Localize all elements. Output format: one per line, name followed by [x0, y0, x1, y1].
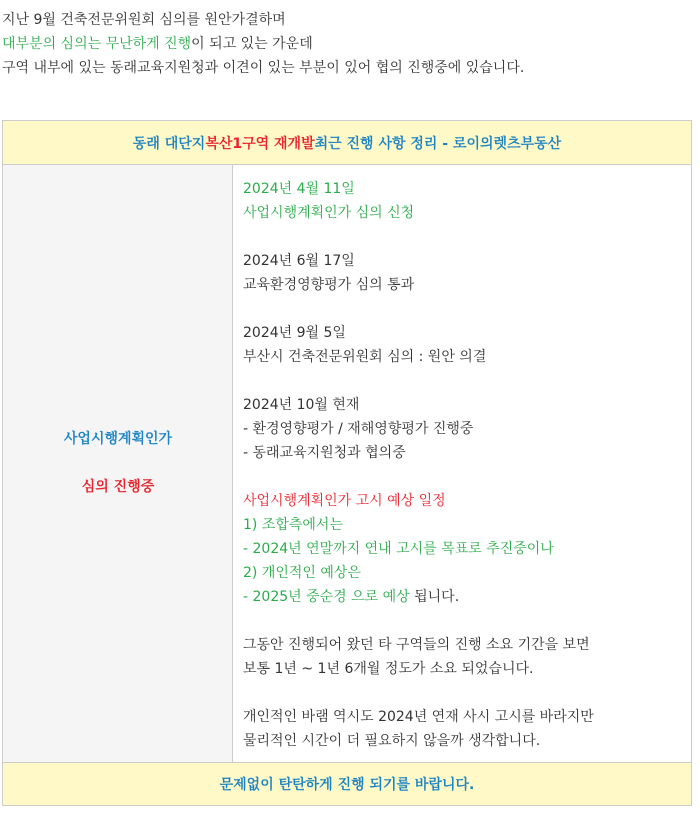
header-part-1: 동래 대단지	[132, 135, 206, 152]
timeline-desc-2: 교육환경영향평가 심의 통과	[243, 277, 415, 293]
box-header	[3, 121, 691, 165]
status-column	[3, 165, 233, 762]
timeline-desc-1: 사업시행계획인가 심의 신청	[243, 205, 415, 221]
status-value: 심의 진행중	[81, 479, 155, 495]
spacer	[243, 297, 683, 321]
intro-highlight: 대부분의 심의는 무난하게 진행	[2, 36, 192, 52]
intro-line-2-rest: 이 되고 있는 가운데	[191, 36, 313, 52]
intro-text	[2, 8, 524, 80]
timeline-date-4: 2024년 10월 현재	[243, 397, 360, 413]
forecast-item-1-detail: - 2024년 연말까지 연내 고시를 목표로 추진중이나	[243, 541, 554, 557]
note-line-4: 물리적인 시간이 더 필요하지 않을까 생각합니다.	[243, 733, 541, 749]
forecast-item-2-rest: 됩니다.	[409, 589, 460, 605]
spacer	[243, 369, 683, 393]
timeline-date-1: 2024년 4월 11일	[243, 181, 355, 197]
forecast-item-1: 1) 조합측에서는	[243, 517, 343, 533]
spacer	[243, 609, 683, 633]
note-line-2: 보통 1년 ~ 1년 6개월 정도가 소요 되었습니다.	[243, 661, 534, 677]
timeline-date-2: 2024년 6월 17일	[243, 253, 355, 269]
summary-box	[2, 120, 692, 806]
forecast-item-2-detail	[243, 585, 683, 609]
note-line-3: 개인적인 바램 역시도 2024년 연재 사시 고시를 바라지만	[243, 709, 594, 725]
forecast-title: 사업시행계획인가 고시 예상 일정	[243, 493, 446, 509]
timeline-desc-3: 부산시 건축전문위원회 심의 : 원안 의결	[243, 349, 487, 365]
forecast-item-2: 2) 개인적인 예상은	[243, 565, 361, 581]
intro-line-1: 지난 9월 건축전문위원회 심의를 원안가결하며	[2, 12, 286, 28]
timeline-item-4a: - 환경영향평가 / 재해영향평가 진행중	[243, 421, 474, 437]
forecast-item-2-highlight: - 2025년 중순경 으로 예상	[243, 589, 410, 605]
spacer	[243, 465, 683, 489]
status-label: 사업시행계획인가	[63, 431, 173, 447]
note-line-1: 그동안 진행되어 왔던 타 구역들의 진행 소요 기간을 보면	[243, 637, 590, 653]
timeline-item-4b: - 동래교육지원청과 협의중	[243, 445, 406, 461]
spacer	[243, 681, 683, 705]
header-project-name: 복산1구역 재개발	[205, 135, 315, 152]
header-part-3: 최근 진행 사항 정리 - 로이의렛츠부동산	[314, 135, 562, 152]
timeline-content	[243, 177, 683, 753]
box-footer: 문제없이 탄탄하게 진행 되기를 바랍니다.	[3, 762, 691, 805]
spacer	[243, 225, 683, 249]
intro-line-2	[2, 32, 524, 56]
timeline-date-3: 2024년 9월 5일	[243, 325, 346, 341]
intro-line-3: 구역 내부에 있는 동래교육지원청과 이견이 있는 부분이 있어 협의 진행중에 있습니다.	[2, 60, 525, 76]
